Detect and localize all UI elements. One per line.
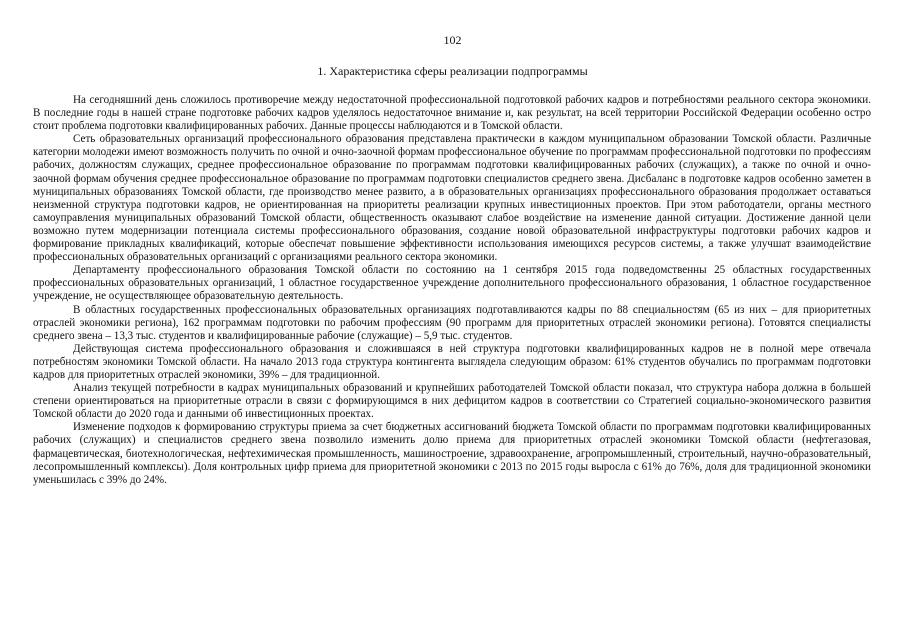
document-body: [33, 94, 871, 487]
paragraph-1: На сегодняшний день сложилось противоречие между недостаточной профессиональной подготовкой рабочих кадров и потребностями реального сектора экономики. В последние годы в нашей стране подготовке рабочих кадров уделялось недостаточное внимание и, как результат, на всей территории Российской Федерации особенно остро стоит проблема подготовки квалифицированных рабочих. Данные процессы наблюдаются и в Томской области.: [33, 94, 871, 133]
paragraph-5: Действующая система профессионального образования и сложившаяся в ней структура подготовки квалифицированных кадров не в полной мере отвечала потребностям экономики Томской области. На начало 2013 года структура контингента выглядела следующим образом: 61% студентов обучались по программам подготовки кадров для приоритетных отраслей экономики, 39% – для традиционной.: [33, 342, 871, 381]
section-title: 1. Характеристика сферы реализации подпрограммы: [317, 64, 588, 78]
page-number: 102: [443, 33, 462, 47]
paragraph-6: Анализ текущей потребности в кадрах муниципальных образований и крупнейших работодателей Томской области показал, что структура набора должна в большей степени ориентироваться на приоритетные отрасли в связи с формирующимся в них дефицитом кадров в соответствии со Стратегией социально-экономического развития Томской области до 2020 года и данными об инвестиционных проектах.: [33, 382, 871, 421]
paragraph-3: Департаменту профессионального образования Томской области по состоянию на 1 сентября 2015 года подведомственны 25 областных государственных профессиональных образовательных организаций, 1 областное государственное учреждение дополнительного профессионального образования, 1 областное государственное учреждение, не осуществляющее образовательную деятельность.: [33, 264, 871, 303]
paragraph-2: Сеть образовательных организаций профессионального образования представлена практически в каждом муниципальном образовании Томской области. Различные категории молодежи имеют возможность получить по очной и очно-заочной формам профессиональное обучение по программам профессиональной подготовки по профессиям рабочих, должностям служащих, среднее профессиональное образование по программам подготовки квалифицированных рабочих (служащих), а также по очной и очно-заочной формам обучения среднее профессиональное образование по программам подготовки специалистов среднего звена. Дисбаланс в подготовке кадров особенно заметен в муниципальных образованиях Томской области, где производство менее развито, а в образовательных организациях профессионального образования продолжает оставаться неизменной структура подготовки кадров, не ориентированная на приоритеты реализации крупных инвестиционных проектов. При этом работодатели, органы местного самоуправления муниципальных образований Томской области, общественность оказывают слабое воздействие на изменение данной ситуации. Достижение данной цели возможно путем модернизации потенциала системы профессионального образования, создание новой образовательной инфраструктуры подготовки рабочих кадров и формирование прикладных квалификаций, которые обеспечат повышение эффективности использования имеющихся ресурсов системы, а также улучшат взаимодействие профессиональных образовательных организаций с организациями реального сектора экономики.: [33, 133, 871, 264]
paragraph-7: Изменение подходов к формированию структуры приема за счет бюджетных ассигнований бюджета Томской области по программам подготовки квалифицированных рабочих (служащих) и специалистов среднего звена позволило изменить долю приема для приоритетных отраслей экономики Томской области (нефтегазовая, фармацевтическая, биотехнологическая, нефтехимическая промышленность, машиностроение, здравоохранение, агропромышленный, строительный, научно-образовательный, лесопромышленный комплексы). Доля контрольных цифр приема для приоритетной экономики с 2013 по 2015 годы выросла с 61% до 76%, доля для традиционной экономики уменьшилась с 39% до 24%.: [33, 421, 871, 486]
paragraph-4: В областных государственных профессиональных образовательных организациях подготавливаются кадры по 88 специальностям (65 из них – для приоритетных отраслей экономики региона), 162 программам подготовки по рабочим профессиям (90 программ для приоритетных отраслей экономики региона). Готовятся специалисты среднего звена – 13,3 тыс. студентов и квалифицированные рабочие (служащие) – 5,9 тыс. студентов.: [33, 303, 871, 342]
